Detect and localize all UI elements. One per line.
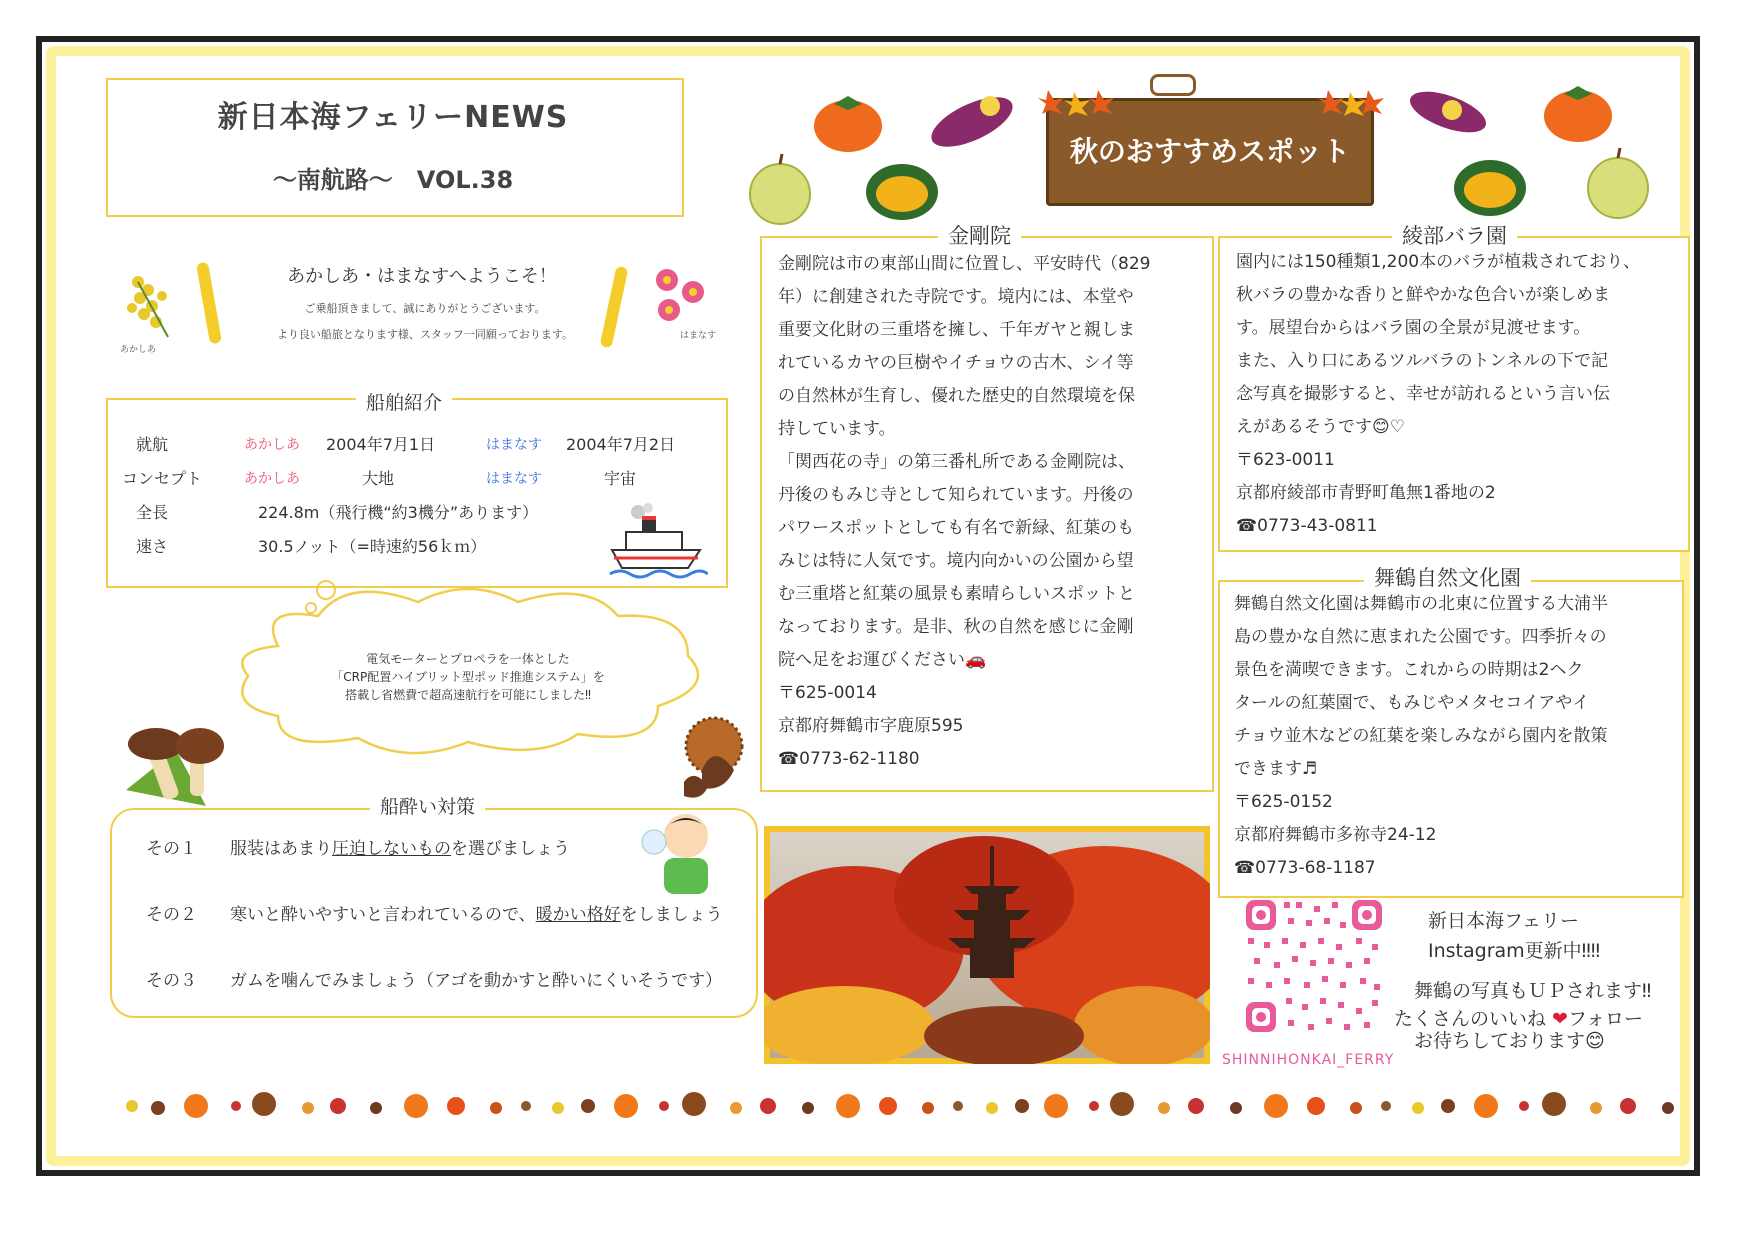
ribbon-right-icon <box>600 262 630 352</box>
ships-row-2-a-value: 大地 <box>362 469 395 488</box>
acacia-flower-icon <box>118 262 188 342</box>
kongoin-title: 金剛院 <box>938 220 1021 250</box>
maizuru-line: タールの紅葉園で、もみじやメタセコイアやイ <box>1234 693 1590 713</box>
ships-row-1-b-value: 2004年7月2日 <box>566 435 676 454</box>
kongoin-line: パワースポットとしても有名で新緑、紅葉のも <box>778 518 1135 538</box>
page-subtitle: ～南航路～ VOL.38 <box>272 166 514 194</box>
pumpkin-icon <box>862 154 942 224</box>
heart-icon: ❤ <box>1546 1008 1568 1030</box>
kongoin-address: 京都府舞鶴市字鹿原595 <box>778 716 964 736</box>
sweet-potato-icon <box>920 76 1030 156</box>
ships-row-1-label: 就航 <box>136 435 169 454</box>
pear-icon-right <box>1580 146 1656 222</box>
kongoin-line: なっております。是非、秋の自然を感じに金剛 <box>778 617 1134 637</box>
ayabe-address: 京都府綾部市青野町亀無1番地の2 <box>1236 483 1496 503</box>
ayabe-line: 園内には150種類1,200本のバラが植栽されており、 <box>1236 252 1641 272</box>
ships-speed-label: 速さ <box>136 537 169 556</box>
maizuru-line: 島の豊かな自然に恵まれた公園です。四季折々の <box>1234 627 1607 647</box>
maizuru-title: 舞鶴自然文化園 <box>1364 562 1531 592</box>
ships-speed-value: 30.5ノット（=時速約56ｋｍ） <box>258 537 487 556</box>
ships-row-2-a-name: あかしあ <box>244 471 300 487</box>
instagram-line-5: お待ちしております😊 <box>1414 1030 1605 1052</box>
kongoin-line: 「関西花の寺」の第三番札所である金剛院は、 <box>778 452 1135 472</box>
persimmon-icon <box>800 78 900 158</box>
welcome-line-2: より良い船旅となります様、スタッフ一同願っております。 <box>276 328 574 341</box>
kongoin-line: 持しています。 <box>778 419 896 439</box>
hamanasu-label: はまなす <box>680 331 717 341</box>
maizuru-text <box>1234 588 1684 885</box>
ayabe-line: す。展望台からはバラ園の全景が見渡せます。 <box>1236 318 1591 338</box>
maizuru-line: 舞鶴自然文化園は舞鶴市の北東に位置する大浦半 <box>1234 594 1608 614</box>
instagram-handle: SHINNIHONKAI_FERRY <box>1222 1052 1395 1068</box>
ayabe-line: 念写真を撮影すると、幸せが訪れるという言い伝 <box>1236 384 1610 404</box>
kongoin-line: 丹後のもみじ寺として知られています。丹後の <box>778 485 1134 505</box>
sweet-potato-icon-right <box>1400 74 1500 144</box>
tip-1-text: 服装はあまり圧迫しないものを選びましょう <box>230 839 570 859</box>
instagram-line-4: たくさんのいいね ❤フォロー <box>1394 1008 1644 1030</box>
pear-icon <box>740 150 820 230</box>
kongoin-text <box>778 248 1208 776</box>
kongoin-line: みじは特に人気です。境内向かいの公園から望 <box>778 551 1134 571</box>
ayabe-line: えがあるそうです😊♡ <box>1236 417 1405 437</box>
boy-eating-icon <box>640 806 730 896</box>
persimmon-icon-right <box>1538 76 1618 146</box>
cloud-line-3: 搭載し省燃費で超高速航行を可能にしました‼ <box>345 688 591 702</box>
instagram-qr-code[interactable] <box>1244 898 1384 1036</box>
maple-leaves-garland <box>1036 86 1386 116</box>
ships-row-2-b-name: はまなす <box>486 471 542 487</box>
welcome-line-1: ご乗船頂きまして、誠にありがとうございます。 <box>304 302 546 315</box>
ayabe-title: 綾部バラ園 <box>1392 220 1517 250</box>
kongoin-line: 金剛院は市の東部山間に位置し、平安時代（829 <box>778 254 1151 274</box>
maizuru-line: チョウ並木などの紅葉を楽しみながら園内を散策 <box>1234 726 1608 746</box>
tip-1-number: その１ <box>146 839 197 859</box>
kongoin-postal: 〒625-0014 <box>778 683 877 703</box>
ayabe-line: 秋バラの豊かな香りと鮮やかな色合いが楽しめま <box>1236 285 1610 305</box>
ayabe-line: また、入り口にあるツルバラのトンネルの下で記 <box>1236 351 1608 371</box>
maizuru-line: 景色を満喫できます。これからの時期は2ヘク <box>1234 660 1584 680</box>
cloud-line-1: 電気モーターとプロペラを一体とした <box>366 652 570 666</box>
kongoin-line: れているカヤの巨樹やイチョウの古木、シイ等 <box>778 353 1134 373</box>
ships-length-label: 全長 <box>136 503 169 522</box>
instagram-line-1: 新日本海フェリー <box>1428 910 1580 932</box>
instagram-line-2: Instagram更新中‼‼ <box>1428 940 1601 962</box>
seasick-title: 船酔い対策 <box>370 792 485 819</box>
kongoin-phone: ☎0773-62-1180 <box>778 749 920 769</box>
ayabe-postal: 〒623-0011 <box>1236 450 1335 470</box>
kongoin-line: 院へ足をお運びください🚗 <box>778 650 987 670</box>
maizuru-phone: ☎0773-68-1187 <box>1234 858 1376 878</box>
sign-title: 秋のおすすめスポット <box>1069 135 1351 168</box>
kongoin-line: 重要文化財の三重塔を擁し、千年ガヤと親しま <box>778 320 1135 340</box>
chestnut-icon <box>674 712 754 802</box>
page-title: 新日本海フェリーNEWS <box>217 100 569 135</box>
tip-3-text: ガムを噛んでみましょう（アゴを動かすと酔いにくいそうです） <box>230 971 723 991</box>
instagram-line-3: 舞鶴の写真もＵＰされます‼ <box>1414 980 1652 1002</box>
autumn-border-decoration <box>112 1086 1692 1126</box>
ayabe-phone: ☎0773-43-0811 <box>1236 516 1378 536</box>
ships-title: 船舶紹介 <box>356 388 452 415</box>
ayabe-text <box>1236 246 1686 543</box>
tip-2-number: その２ <box>146 905 197 925</box>
tip-2-text: 寒いと酔いやすいと言われているので、暖かい格好をしましょう <box>230 905 723 925</box>
maizuru-line: できます♬ <box>1234 759 1318 779</box>
kongoin-line: む三重塔と紅葉の風景も素晴らしいスポットと <box>778 584 1135 604</box>
cloud-line-2: 「CRP配置ハイブリット型ポッド推進システム」を <box>331 670 605 684</box>
ships-row-1-a-value: 2004年7月1日 <box>326 435 436 454</box>
pumpkin-icon-right <box>1450 150 1530 220</box>
ships-row-2-label: コンセプト <box>122 469 203 488</box>
ships-row-1-b-name: はまなす <box>486 437 542 453</box>
tip-3-number: その３ <box>146 971 197 991</box>
kongoin-line: の自然林が生育し、優れた歴史的自然環境を保 <box>778 386 1135 406</box>
ribbon-left-icon <box>195 258 225 348</box>
ships-length-value: 224.8m（飛行機“約3機分”あります） <box>258 503 539 522</box>
autumn-pagoda-photo <box>764 826 1210 1064</box>
ships-row-2-b-value: 宇宙 <box>604 469 637 488</box>
kongoin-line: 年）に創建された寺院です。境内には、本堂や <box>778 287 1134 307</box>
hamanasu-flower-icon <box>645 262 715 332</box>
maizuru-address: 京都府舞鶴市多祢寺24-12 <box>1234 825 1437 845</box>
mushroom-icon <box>116 710 236 810</box>
ships-row-1-a-name: あかしあ <box>244 437 300 453</box>
welcome-heading: あかしあ・はまなすへようこそ！ <box>287 266 557 287</box>
maizuru-postal: 〒625-0152 <box>1234 792 1333 812</box>
acacia-label: あかしあ <box>120 345 157 355</box>
